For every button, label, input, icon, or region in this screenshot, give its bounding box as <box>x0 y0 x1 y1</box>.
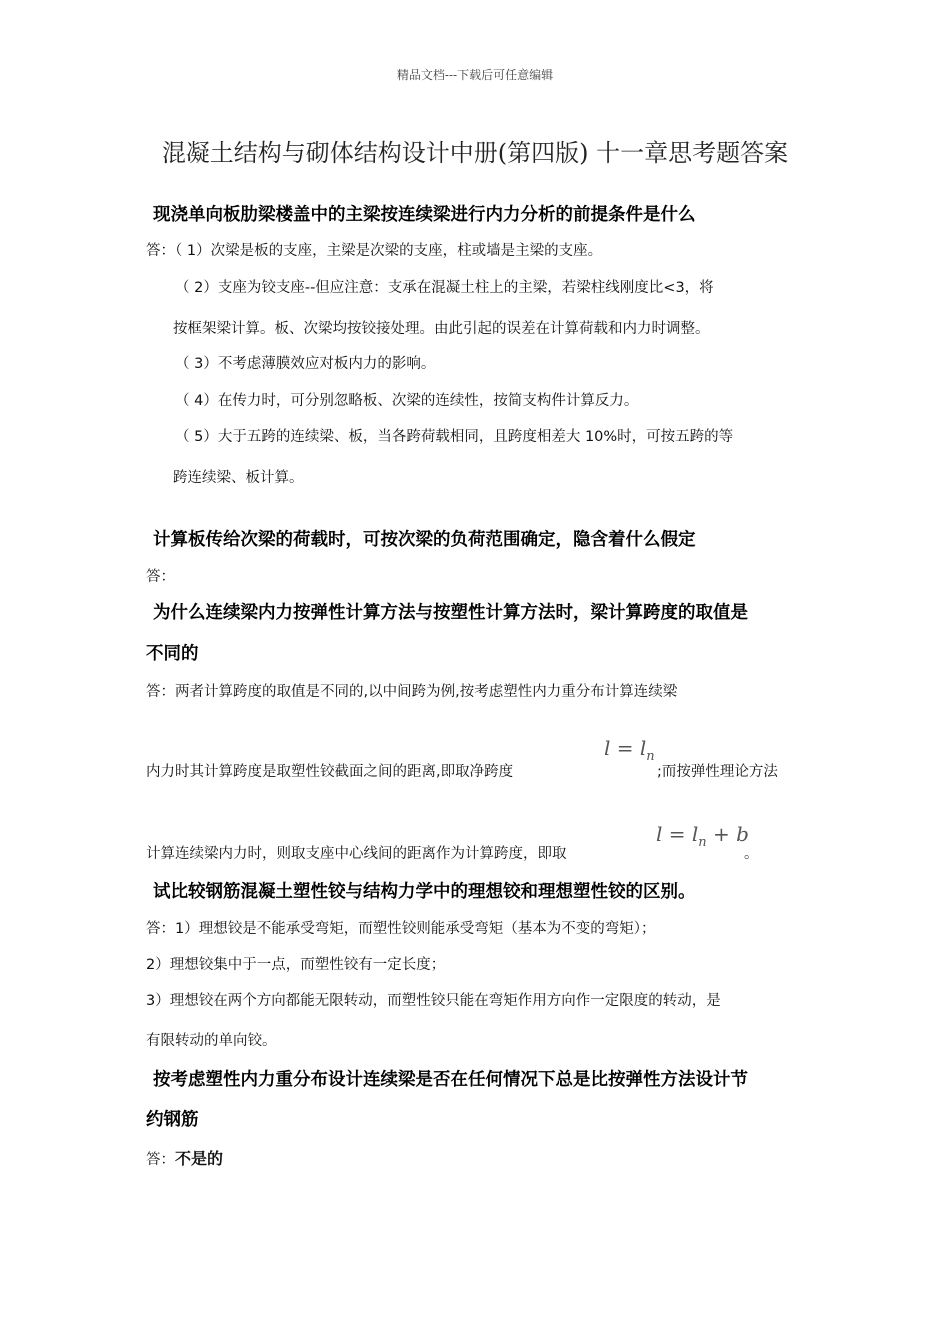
question-3-line-1: 为什么连续梁内力按弹性计算方法与按塑性计算方法时，梁计算跨度的取值是 <box>153 603 748 623</box>
q1-answer-line-6: （ 5）大于五跨的连续梁、板，当各跨荷载相同，且跨度相差大 10%时，可按五跨的等 <box>175 429 734 445</box>
q5-answer-prefix: 答： <box>146 1152 175 1168</box>
q3-answer-line-3-end: 。 <box>744 846 759 862</box>
formula-net-span: $l = l_n$ <box>604 736 655 764</box>
q3-answer-line-2-start: 内力时其计算跨度是取塑性铰截面之间的距离,即取净跨度 <box>146 764 514 780</box>
q1-answer-line-2: （ 2）支座为铰支座--但应注意：支承在混凝土柱上的主梁，若梁柱线刚度比<3，将 <box>175 280 714 296</box>
q2-answer: 答： <box>146 569 175 585</box>
page-header: 精品文档---下载后可任意编辑 <box>396 68 554 82</box>
question-2: 计算板传给次梁的荷载时，可按次梁的负荷范围确定，隐含着什么假定 <box>153 530 696 550</box>
question-5-line-1: 按考虑塑性内力重分布设计连续梁是否在任何情况下总是比按弹性方法设计节 <box>153 1070 748 1090</box>
q4-answer-line-1: 答：1）理想铰是不能承受弯矩，而塑性铰则能承受弯矩（基本为不变的弯矩）； <box>146 921 656 937</box>
q5-answer <box>146 1146 223 1169</box>
q3-answer-line-1: 答：两者计算跨度的取值是不同的,以中间跨为例,按考虑塑性内力重分布计算连续梁 <box>146 684 678 700</box>
q3-answer-line-3-start: 计算连续梁内力时，则取支座中心线间的距离作为计算跨度，即取 <box>146 846 567 862</box>
q1-answer-line-3: 按框架梁计算。板、次梁均按铰接处理。由此引起的误差在计算荷载和内力时调整。 <box>173 321 710 337</box>
question-1: 现浇单向板肋梁楼盖中的主梁按连续梁进行内力分析的前提条件是什么 <box>153 205 696 225</box>
q1-answer-line-1: 答：（ 1）次梁是板的支座，主梁是次梁的支座，柱或墙是主梁的支座。 <box>146 243 603 259</box>
question-3-line-2: 不同的 <box>146 644 199 664</box>
q1-answer-line-7: 跨连续梁、板计算。 <box>173 470 304 486</box>
q1-answer-line-5: （ 4）在传力时，可分别忽略板、次梁的连续性，按简支构件计算反力。 <box>175 393 639 409</box>
q5-answer-text: 不是的 <box>175 1149 224 1168</box>
q3-answer-line-2-end: ;而按弹性理论方法 <box>657 764 778 780</box>
q1-answer-line-4: （ 3）不考虑薄膜效应对板内力的影响。 <box>175 356 436 372</box>
formula-center-span: $l = l_n + b$ <box>656 822 749 850</box>
question-5-line-2: 约钢筋 <box>146 1110 199 1130</box>
q4-answer-line-2: 2）理想铰集中于一点，而塑性铰有一定长度； <box>146 957 446 973</box>
q4-answer-line-4: 有限转动的单向铰。 <box>146 1033 277 1049</box>
document-title: 混凝土结构与砌体结构设计中册(第四版) 十一章思考题答案 <box>161 139 789 167</box>
question-4: 试比较钢筋混凝土塑性铰与结构力学中的理想铰和理想塑性铰的区别。 <box>153 882 696 902</box>
q4-answer-line-3: 3）理想铰在两个方向都能无限转动，而塑性铰只能在弯矩作用方向作一定限度的转动，是 <box>146 993 721 1009</box>
